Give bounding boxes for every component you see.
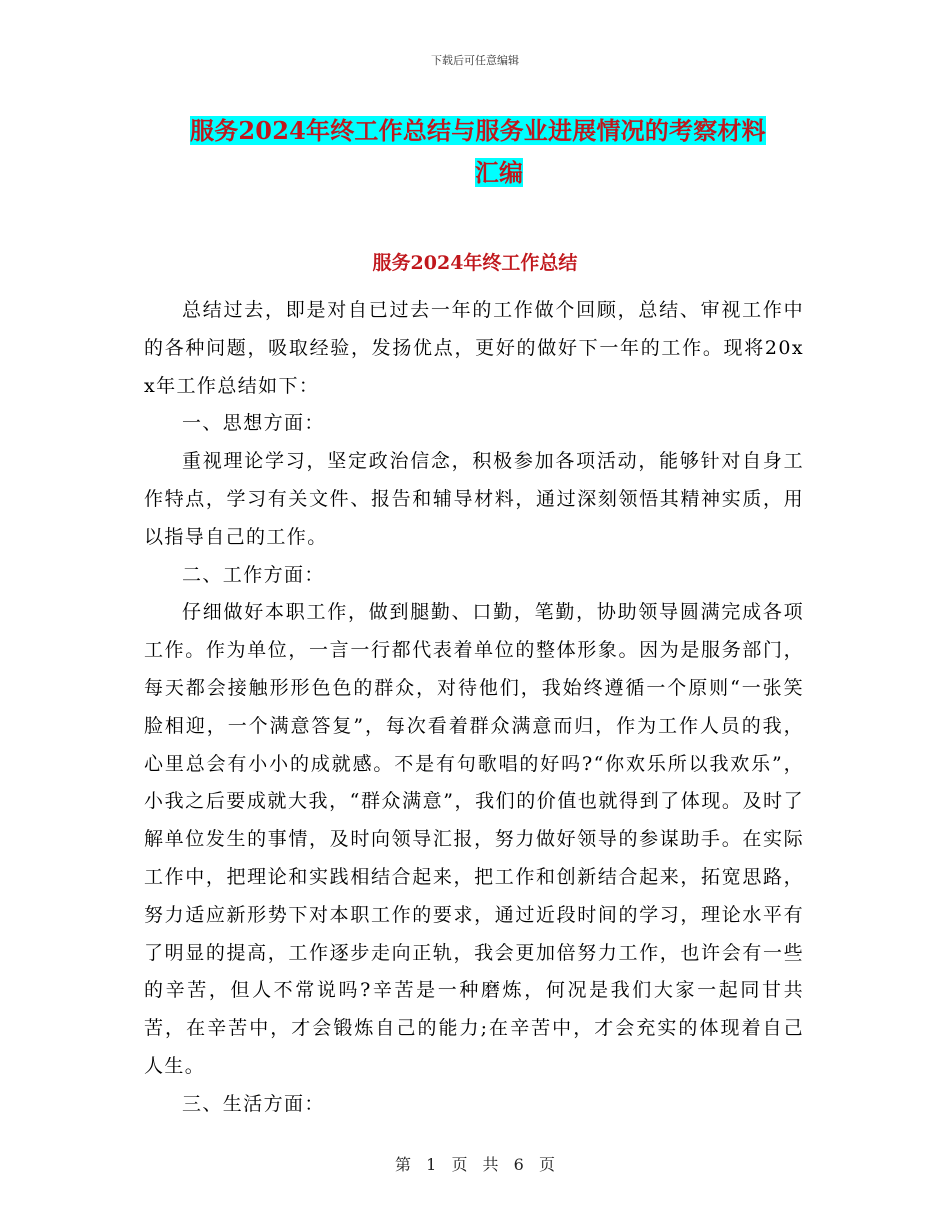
title-highlight: 汇编 bbox=[474, 158, 524, 187]
footer-total-unit: 页 bbox=[538, 1155, 555, 1174]
section-title: 服务2024年终工作总结 bbox=[372, 252, 578, 274]
heading-work: 二、工作方面： bbox=[182, 563, 325, 586]
footer-total-prefix: 共 bbox=[482, 1155, 499, 1174]
title-highlight: 服务2024年终工作总结与服务业进展情况的考察材料 bbox=[190, 116, 766, 145]
heading-thought: 一、思想方面： bbox=[182, 412, 325, 435]
footer-page-unit: 页 bbox=[451, 1155, 468, 1174]
document-title-line-2 bbox=[188, 152, 812, 194]
page-footer bbox=[0, 1155, 950, 1175]
page-total: 6 bbox=[513, 1155, 524, 1174]
paragraph-work: 仔细做好本职工作，做到腿勤、口勤，笔勤，协助领导圆满完成各项工作。作为单位，一言一行都代表着单位的整体形象。因为是服务部门，每天都会接触形形色色的群众，对待他们，我始终遵循一个原则“一张笑脸相迎，一个满意答复”，每次看着群众满意而归，作为工作人员的我，心里总会有小小的成就感。不是有句歌唱的好吗?“你欢乐所以我欢乐”，小我之后要成就大我，“群众满意”，我们的价值也就得到了体现。及时了解单位发生的事情，及时向领导汇报，努力做好领导的参谋助手。在实际工作中，把理论和实践相结合起来，把工作和创新结合起来，拓宽思路，努力适应新形势下对本职工作的要求，通过近段时间的学习，理论水平有了明显的提高，工作逐步走向正轨，我会更加倍努力工作，也许会有一些的辛苦，但人不常说吗?辛苦是一种磨炼，何况是我们大家一起同甘共苦，在辛苦中，才会锻炼自己的能力;在辛苦中，才会充实的体现着自己人生。 bbox=[144, 601, 804, 1077]
heading-life: 三、生活方面： bbox=[182, 1092, 325, 1115]
document-title-line-1 bbox=[188, 110, 812, 152]
page-number: 1 bbox=[426, 1155, 437, 1174]
header-note: 下载后可任意编辑 bbox=[431, 54, 519, 67]
footer-prefix: 第 bbox=[395, 1155, 412, 1174]
paragraph-intro: 总结过去，即是对自已过去一年的工作做个回顾，总结、审视工作中的各种问题，吸取经验，发扬优点，更好的做好下一年的工作。现将20xx年工作总结如下： bbox=[144, 299, 804, 397]
paragraph-thought: 重视理论学习，坚定政治信念，积极参加各项活动，能够针对自身工作特点，学习有关文件、报告和辅导材料，通过深刻领悟其精神实质，用以指导自己的工作。 bbox=[144, 450, 804, 548]
document-title bbox=[188, 110, 812, 194]
body-text bbox=[144, 292, 804, 1124]
